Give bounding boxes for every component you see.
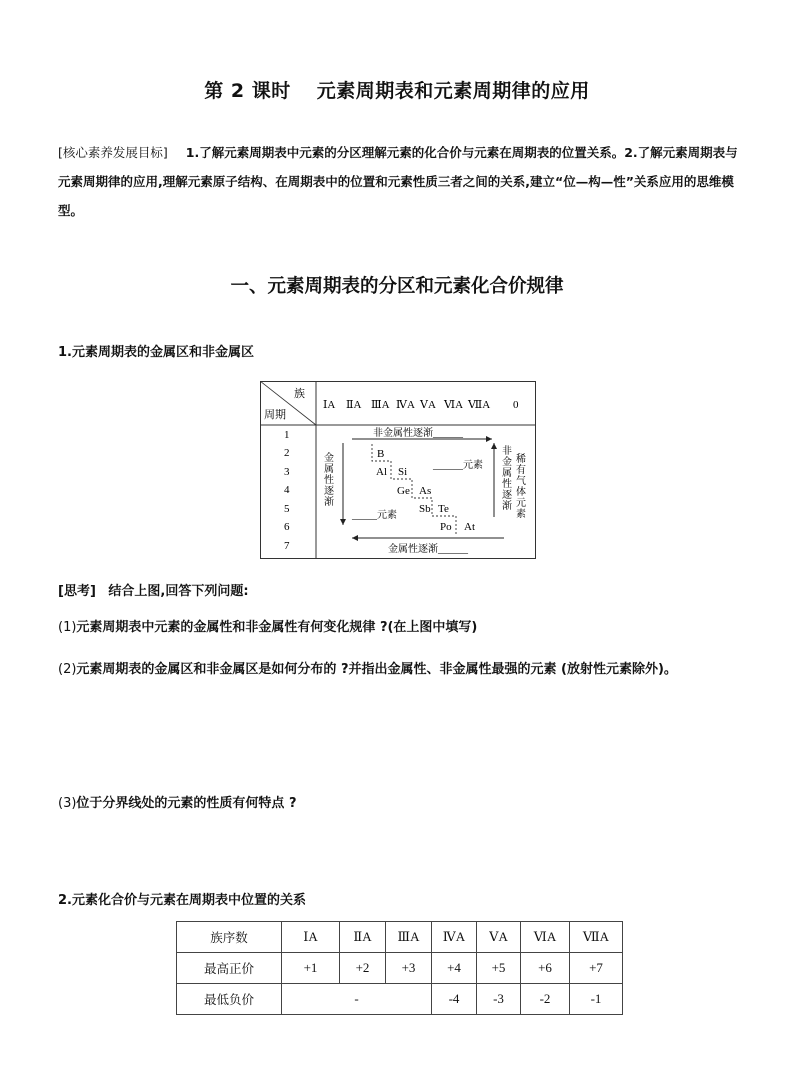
element-Al: Al [376, 466, 387, 478]
svg-text:非: 非 [502, 446, 512, 457]
question-3: (3)位于分界线处的元素的性质有何特点 ? [58, 796, 297, 811]
corner-period-label: 周期 [264, 409, 286, 421]
periodic-table-diagram [260, 381, 536, 559]
group-headers [323, 399, 519, 411]
table-row [177, 984, 623, 1015]
table-cell: 最高正价 [177, 953, 282, 984]
period-number: 6 [284, 521, 290, 533]
question-1: (1)元素周期表中元素的金属性和非金属性有何变化规律 ?(在上图中填写) [58, 620, 478, 635]
table-cell: ⅤA [477, 922, 521, 953]
period-number: 3 [284, 466, 290, 478]
table-cell: +1 [282, 953, 340, 984]
group-header: ⅥA [444, 399, 464, 411]
element-Ge: Ge [397, 485, 410, 497]
table-cell: ⅣA [432, 922, 477, 953]
table-cell: +3 [386, 953, 432, 984]
table-cell: +2 [340, 953, 386, 984]
table-cell: -4 [432, 984, 477, 1015]
table-row [177, 953, 623, 984]
question-2: (2)元素周期表的金属区和非金属区是如何分布的 ?并指出金属性、非金属性最强的元素 (放射性元素除外)。 [58, 662, 677, 677]
svg-text:素: 素 [516, 509, 526, 520]
section-heading: 一、元素周期表的分区和元素化合价规律 [230, 276, 564, 297]
svg-text:气: 气 [516, 476, 526, 487]
period-number: 4 [284, 484, 290, 496]
svg-text:性: 性 [324, 475, 334, 486]
group-header: 0 [513, 399, 519, 411]
svg-text:属: 属 [324, 464, 334, 475]
element-Si: Si [398, 466, 408, 478]
table-cell: 最低负价 [177, 984, 282, 1015]
group-header: ⅡA [346, 399, 362, 411]
svg-text:性: 性 [502, 479, 512, 490]
metal-region-label: _____元素 [352, 510, 397, 521]
element-Po: Po [440, 521, 452, 533]
table-cell: 族序数 [177, 922, 282, 953]
table-cell: ⅥA [521, 922, 570, 953]
goals-label: [核心素养发展目标] [58, 145, 168, 160]
table-cell: ⅦA [570, 922, 623, 953]
table-cell: +6 [521, 953, 570, 984]
period-number: 2 [284, 447, 290, 459]
table-cell: +7 [570, 953, 623, 984]
lesson-number: 第 2 课时 [204, 80, 291, 102]
table-cell: -1 [570, 984, 623, 1015]
group-header: ⅠA [323, 399, 336, 411]
svg-text:金: 金 [324, 453, 334, 464]
nonmetal-arrow-label: 非金属性逐渐______ [373, 428, 463, 439]
goals-text: 1.了解元素周期表中元素的分区理解元素的化合价与元素在周期表的位置关系。2.了解元素周期表与元素周期律的应用,理解元素原子结构、在周期表中的位置和元素性质三者之间的关系,建立“位—构—性”关系应用的思维模型。 [58, 145, 738, 218]
page-title [0, 76, 794, 103]
core-goals [58, 138, 738, 225]
svg-text:属: 属 [502, 468, 512, 479]
think-label: [思考] [58, 584, 96, 599]
corner-group-label: 族 [294, 388, 305, 400]
element-B: B [377, 448, 385, 460]
element-Sb: Sb [419, 503, 431, 515]
element-As: As [419, 485, 432, 497]
metal-arrow-label: 金属性逐渐______ [388, 544, 468, 555]
table-cell: -2 [521, 984, 570, 1015]
table-cell: -3 [477, 984, 521, 1015]
item1-heading: 1.元素周期表的金属区和非金属区 [58, 345, 254, 360]
valence-table [176, 921, 623, 1015]
svg-text:渐: 渐 [502, 501, 512, 512]
period-number: 5 [284, 503, 290, 515]
think-intro: 结合上图,回答下列问题: [108, 584, 249, 599]
item2-heading: 2.元素化合价与元素在周期表中位置的关系 [58, 893, 306, 908]
group-header: ⅢA [371, 399, 390, 411]
svg-text:有: 有 [516, 465, 526, 476]
svg-text:逐: 逐 [502, 490, 512, 501]
svg-text:金: 金 [502, 457, 512, 468]
group-header: ⅦA [468, 399, 491, 411]
svg-text:渐: 渐 [324, 497, 334, 508]
nonmetal-region-label: ______元素 [433, 460, 483, 471]
table-row [177, 922, 623, 953]
table-cell: - [282, 984, 432, 1015]
period-numbers [284, 429, 290, 552]
svg-text:体: 体 [516, 487, 526, 498]
svg-text:元: 元 [516, 498, 526, 509]
element-Te: Te [438, 503, 449, 515]
table-cell: +4 [432, 953, 477, 984]
group-header: ⅤA [420, 399, 436, 411]
think-prompt [58, 580, 249, 599]
table-cell: +5 [477, 953, 521, 984]
table-cell: ⅢA [386, 922, 432, 953]
period-number: 7 [284, 540, 290, 552]
metal-vertical-label [324, 451, 335, 508]
group-header: ⅣA [396, 399, 415, 411]
svg-text:逐: 逐 [324, 486, 334, 497]
lesson-topic: 元素周期表和元素周期律的应用 [316, 80, 590, 102]
table-cell: ⅠA [282, 922, 340, 953]
noble-gas-label [516, 452, 526, 520]
svg-text:稀: 稀 [516, 454, 526, 465]
table-cell: ⅡA [340, 922, 386, 953]
period-number: 1 [284, 429, 290, 441]
element-At: At [464, 521, 475, 533]
nonmetal-vertical-label [502, 444, 513, 512]
